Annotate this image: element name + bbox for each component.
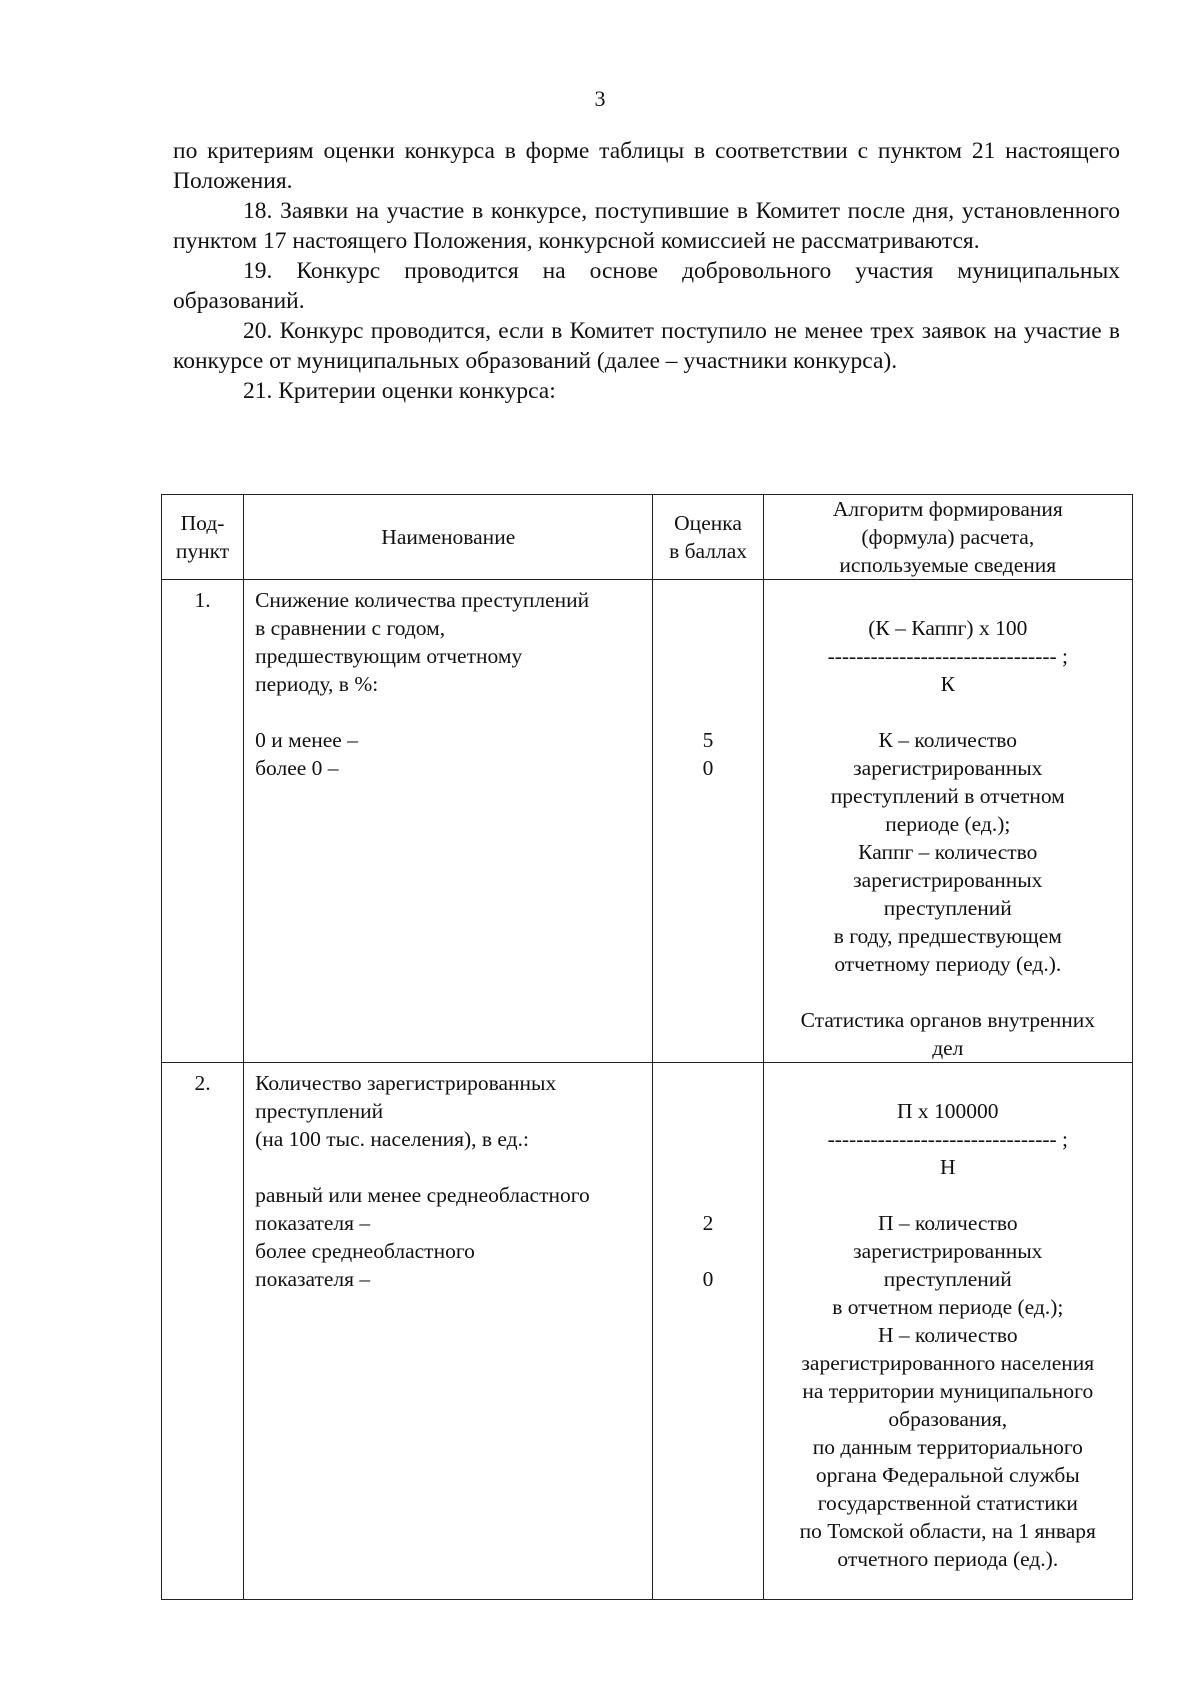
- paragraph-19: 19. Конкурс проводится на основе добровольного участия муниципальных образований.: [173, 258, 1120, 314]
- algo-line: государственной статистики: [817, 1491, 1078, 1515]
- paragraph-18: 18. Заявки на участие в конкурсе, поступившие в Комитет после дня, установленного пунктом 17 настоящего Положения, конкурсной комиссией не рассматриваются.: [173, 198, 1120, 254]
- score-line: [653, 1097, 762, 1125]
- header-subpoint: [162, 495, 244, 580]
- formula-numerator: П х 100000: [897, 1099, 999, 1123]
- algo-line: преступлений: [883, 1267, 1012, 1291]
- name-line: (на 100 тыс. населения), в ед.:: [255, 1127, 529, 1151]
- table-row: [162, 580, 1133, 1063]
- score-line: [653, 1153, 762, 1181]
- algo-line: зарегистрированных: [853, 868, 1043, 892]
- score-line: [653, 1069, 762, 1097]
- algo-line: [770, 1181, 1126, 1209]
- header-line: Наименование: [381, 525, 516, 549]
- body-text: [173, 136, 1120, 406]
- paragraph-continuation: по критериям оценки конкурса в форме таблицы в соответствии с пунктом 21 настоящего Положения.: [173, 138, 1120, 194]
- algo-line: по данным территориального: [812, 1435, 1083, 1459]
- algo-line: К – количество: [878, 728, 1018, 752]
- algo-line: в году, предшествующем: [833, 924, 1062, 948]
- score-line: [653, 698, 762, 726]
- algo-line: дел: [932, 1036, 964, 1060]
- header-line: Под-: [180, 511, 225, 535]
- table-header-row: [162, 495, 1133, 580]
- row-number: 1.: [162, 580, 244, 1063]
- header-name: [244, 495, 653, 580]
- algo-line: на территории муниципального: [802, 1379, 1094, 1403]
- name-line: предшествующим отчетному: [255, 644, 523, 668]
- name-line: Количество зарегистрированных: [255, 1071, 557, 1095]
- algo-line: П – количество: [877, 1211, 1018, 1235]
- formula-fraction-line: -------------------------------- ;: [827, 644, 1069, 668]
- formula-denominator: Н: [940, 1155, 956, 1179]
- algo-line: зарегистрированных: [853, 756, 1043, 780]
- score-line: 5: [702, 728, 714, 752]
- row-name: [244, 1063, 653, 1600]
- table-row: [162, 1063, 1133, 1600]
- header-line: в баллах: [669, 539, 748, 563]
- row-score: [653, 580, 763, 1063]
- algo-line: Н – количество: [877, 1323, 1018, 1347]
- score-line: [653, 586, 762, 614]
- header-line: пункт: [175, 539, 230, 563]
- score-line: [653, 642, 762, 670]
- algo-line: преступлений: [883, 896, 1012, 920]
- formula-denominator: К: [940, 672, 955, 696]
- criteria-table: [161, 494, 1133, 1600]
- name-line: показателя –: [255, 1211, 371, 1235]
- name-line: периоду, в %:: [255, 672, 379, 696]
- header-algorithm: [763, 495, 1132, 580]
- algo-line: в отчетном периоде (ед.);: [832, 1295, 1064, 1319]
- algo-line: периоде (ед.);: [885, 812, 1011, 836]
- algo-line: отчетного периода (ед.).: [837, 1547, 1059, 1571]
- name-line: в сравнении с годом,: [255, 616, 446, 640]
- name-line: [255, 698, 642, 726]
- page-number: 3: [594, 86, 606, 111]
- header-line: используемые сведения: [839, 553, 1057, 577]
- paragraph-21: 21. Критерии оценки конкурса:: [243, 378, 556, 404]
- score-line: [653, 1125, 762, 1153]
- name-line: более среднеобластного: [255, 1239, 475, 1263]
- algo-line: зарегистрированного населения: [801, 1351, 1095, 1375]
- header-line: Оценка: [674, 511, 742, 535]
- name-line: [255, 1153, 642, 1181]
- algo-line: отчетному периоду (ед.).: [834, 952, 1062, 976]
- score-line: [653, 614, 762, 642]
- formula-fraction-line: -------------------------------- ;: [827, 1127, 1069, 1151]
- score-line: 2: [702, 1211, 714, 1235]
- algo-line: [770, 978, 1126, 1006]
- score-line: 0: [702, 756, 714, 780]
- score-line: [653, 1181, 762, 1209]
- algo-line: Каппг – количество: [858, 840, 1038, 864]
- row-name: [244, 580, 653, 1063]
- name-line: более 0 –: [255, 756, 339, 780]
- row-algorithm: [763, 1063, 1132, 1600]
- algo-line: [770, 586, 1126, 614]
- algo-line: преступлений в отчетном: [830, 784, 1065, 808]
- algo-line: органа Федеральной службы: [815, 1463, 1080, 1487]
- algo-line: [770, 1069, 1126, 1097]
- header-line: (формула) расчета,: [861, 525, 1035, 549]
- row-score: [653, 1063, 763, 1600]
- algo-line: Статистика органов внутренних: [800, 1008, 1095, 1032]
- header-line: Алгоритм формирования: [832, 497, 1063, 521]
- algo-line: зарегистрированных: [853, 1239, 1043, 1263]
- name-line: 0 и менее –: [255, 728, 358, 752]
- name-line: Снижение количества преступлений: [255, 588, 590, 612]
- algo-line: образования,: [888, 1407, 1008, 1431]
- algo-line: по Томской области, на 1 января: [799, 1519, 1096, 1543]
- row-number: 2.: [162, 1063, 244, 1600]
- score-line: [653, 1237, 762, 1265]
- header-score: [653, 495, 763, 580]
- paragraph-20: 20. Конкурс проводится, если в Комитет поступило не менее трех заявок на участие в конкурсе от муниципальных образований (далее – участники конкурса).: [173, 318, 1120, 374]
- score-line: [653, 670, 762, 698]
- name-line: показателя –: [255, 1267, 371, 1291]
- score-line: 0: [702, 1267, 714, 1291]
- name-line: равный или менее среднеобластного: [255, 1183, 590, 1207]
- name-line: преступлений: [255, 1099, 384, 1123]
- row-algorithm: [763, 580, 1132, 1063]
- formula-numerator: (К – Каппг) х 100: [868, 616, 1028, 640]
- algo-line: [770, 698, 1126, 726]
